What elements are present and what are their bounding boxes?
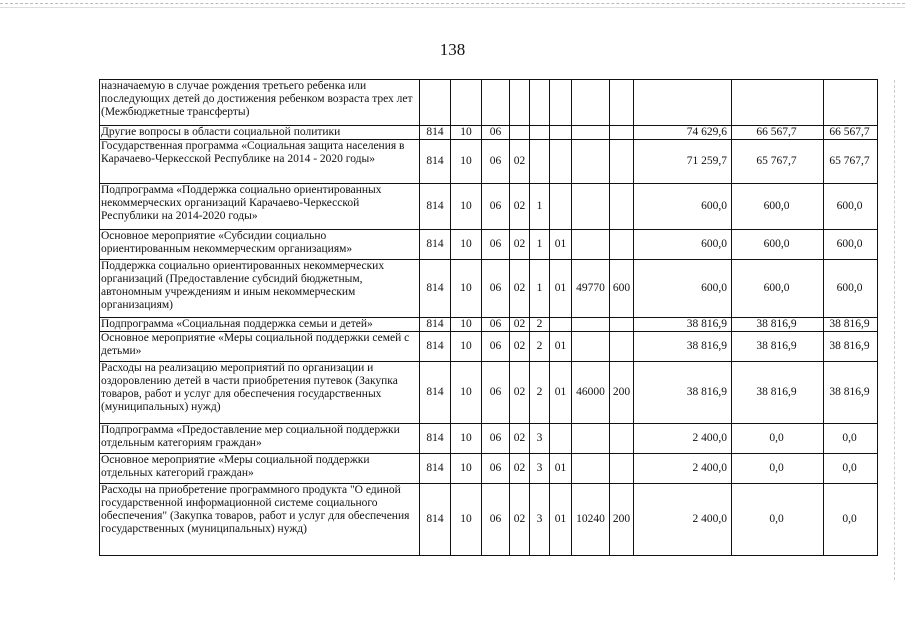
amount-year2-cell (732, 80, 824, 126)
amount-year3-cell: 600,0 (824, 260, 878, 318)
subprogram-code-cell: 3 (530, 484, 550, 556)
table-row (100, 80, 878, 126)
amount-year1-cell: 2 400,0 (634, 424, 732, 454)
subsection-code-cell: 06 (482, 230, 510, 260)
amount-year2-cell: 65 767,7 (732, 140, 824, 184)
amount-year1-cell: 38 816,9 (634, 362, 732, 424)
section-code-cell: 10 (451, 362, 482, 424)
section-code-cell: 10 (451, 140, 482, 184)
direction-code-cell: 10240 (572, 484, 610, 556)
amount-year3-cell: 0,0 (824, 484, 878, 556)
amount-year3-cell: 0,0 (824, 424, 878, 454)
section-code-cell: 10 (451, 260, 482, 318)
row-name-cell: Основное мероприятие «Меры социальной поддержки семей с детьми» (100, 332, 420, 362)
amount-year1-cell: 71 259,7 (634, 140, 732, 184)
table-row (100, 318, 878, 332)
section-code-cell: 10 (451, 424, 482, 454)
expense-type-cell (610, 454, 634, 484)
amount-year1-cell (634, 80, 732, 126)
subsection-code-cell: 06 (482, 318, 510, 332)
budget-table (99, 79, 878, 556)
expense-type-cell (610, 80, 634, 126)
section-code-cell: 10 (451, 318, 482, 332)
program-code-cell (510, 80, 530, 126)
subsection-code-cell: 06 (482, 454, 510, 484)
amount-year1-cell: 2 400,0 (634, 454, 732, 484)
subsection-code-cell: 06 (482, 184, 510, 230)
table-row (100, 484, 878, 556)
table-row (100, 424, 878, 454)
subsection-code-cell: 06 (482, 140, 510, 184)
activity-code-cell (550, 140, 572, 184)
direction-code-cell (572, 454, 610, 484)
expense-type-cell (610, 332, 634, 362)
table-row (100, 454, 878, 484)
activity-code-cell (550, 126, 572, 140)
subsection-code-cell: 06 (482, 424, 510, 454)
subsection-code-cell: 06 (482, 126, 510, 140)
subprogram-code-cell (530, 80, 550, 126)
row-name-cell: Основное мероприятие «Субсидии социально ориентированным некоммерческим организациям» (100, 230, 420, 260)
amount-year2-cell: 0,0 (732, 454, 824, 484)
amount-year1-cell: 600,0 (634, 230, 732, 260)
subsection-code-cell: 06 (482, 332, 510, 362)
amount-year1-cell: 74 629,6 (634, 126, 732, 140)
row-name-cell: Другие вопросы в области социальной политики (100, 126, 420, 140)
amount-year2-cell: 38 816,9 (732, 318, 824, 332)
subprogram-code-cell: 1 (530, 184, 550, 230)
table-row (100, 126, 878, 140)
activity-code-cell (550, 318, 572, 332)
grbs-code-cell: 814 (420, 140, 451, 184)
row-name-cell: Подпрограмма «Поддержка социально ориентированных некоммерческих организаций Карачаево-Черкесской Республики на 2014-2020 годы» (100, 184, 420, 230)
table-row (100, 184, 878, 230)
direction-code-cell (572, 140, 610, 184)
subprogram-code-cell: 2 (530, 318, 550, 332)
direction-code-cell (572, 332, 610, 362)
grbs-code-cell: 814 (420, 424, 451, 454)
amount-year3-cell: 0,0 (824, 454, 878, 484)
program-code-cell: 02 (510, 260, 530, 318)
amount-year1-cell: 600,0 (634, 184, 732, 230)
program-code-cell: 02 (510, 332, 530, 362)
row-name-cell: Расходы на реализацию мероприятий по организации и оздоровлению детей в части приобретения путевок (Закупка товаров, работ и услуг для обеспечения государственных (муниципальных) нужд) (100, 362, 420, 424)
subprogram-code-cell: 3 (530, 424, 550, 454)
subsection-code-cell: 06 (482, 484, 510, 556)
amount-year1-cell: 38 816,9 (634, 332, 732, 362)
row-name-cell: Подпрограмма «Социальная поддержка семьи и детей» (100, 318, 420, 332)
amount-year2-cell: 0,0 (732, 424, 824, 454)
grbs-code-cell: 814 (420, 318, 451, 332)
amount-year2-cell: 0,0 (732, 484, 824, 556)
table-row (100, 230, 878, 260)
activity-code-cell (550, 184, 572, 230)
expense-type-cell (610, 424, 634, 454)
amount-year3-cell: 66 567,7 (824, 126, 878, 140)
amount-year2-cell: 38 816,9 (732, 332, 824, 362)
grbs-code-cell: 814 (420, 484, 451, 556)
section-code-cell: 10 (451, 332, 482, 362)
budget-table-body (100, 80, 878, 556)
program-code-cell: 02 (510, 484, 530, 556)
direction-code-cell: 49770 (572, 260, 610, 318)
direction-code-cell (572, 424, 610, 454)
direction-code-cell (572, 80, 610, 126)
section-code-cell: 10 (451, 126, 482, 140)
section-code-cell: 10 (451, 230, 482, 260)
section-code-cell: 10 (451, 484, 482, 556)
expense-type-cell (610, 318, 634, 332)
expense-type-cell (610, 126, 634, 140)
amount-year1-cell: 38 816,9 (634, 318, 732, 332)
amount-year2-cell: 38 816,9 (732, 362, 824, 424)
activity-code-cell (550, 424, 572, 454)
amount-year3-cell: 38 816,9 (824, 362, 878, 424)
page-number: 138 (439, 40, 466, 59)
expense-type-cell: 200 (610, 484, 634, 556)
grbs-code-cell: 814 (420, 454, 451, 484)
amount-year2-cell: 66 567,7 (732, 126, 824, 140)
top-border-rule-secondary (0, 7, 905, 8)
program-code-cell: 02 (510, 454, 530, 484)
row-name-cell: Подпрограмма «Предоставление мер социальной поддержки отдельным категориям граждан» (100, 424, 420, 454)
program-code-cell: 02 (510, 140, 530, 184)
subsection-code-cell: 06 (482, 260, 510, 318)
activity-code-cell: 01 (550, 230, 572, 260)
amount-year3-cell: 65 767,7 (824, 140, 878, 184)
row-name-cell: Поддержка социально ориентированных некоммерческих организаций (Предоставление субсидий бюджетным, автономным учреждениям и иным некоммерческим организациям) (100, 260, 420, 318)
row-name-cell: Расходы на приобретение программного продукта "О единой государственной информационной системе социального обеспечения" (Закупка товаров, работ и услуг для обеспечения государственных (муниципальных) нужд) (100, 484, 420, 556)
activity-code-cell: 01 (550, 484, 572, 556)
expense-type-cell (610, 230, 634, 260)
section-code-cell (451, 80, 482, 126)
amount-year3-cell (824, 80, 878, 126)
amount-year2-cell: 600,0 (732, 184, 824, 230)
grbs-code-cell: 814 (420, 184, 451, 230)
subprogram-code-cell: 1 (530, 260, 550, 318)
subsection-code-cell (482, 80, 510, 126)
direction-code-cell: 46000 (572, 362, 610, 424)
program-code-cell (510, 126, 530, 140)
program-code-cell: 02 (510, 362, 530, 424)
activity-code-cell: 01 (550, 362, 572, 424)
activity-code-cell: 01 (550, 454, 572, 484)
subprogram-code-cell: 1 (530, 230, 550, 260)
table-row (100, 362, 878, 424)
row-name-cell: Государственная программа «Социальная защита населения в Карачаево-Черкесской Республике на 2014 - 2020 годы» (100, 140, 420, 184)
direction-code-cell (572, 126, 610, 140)
direction-code-cell (572, 318, 610, 332)
table-row (100, 332, 878, 362)
program-code-cell: 02 (510, 424, 530, 454)
grbs-code-cell: 814 (420, 126, 451, 140)
amount-year1-cell: 600,0 (634, 260, 732, 318)
direction-code-cell (572, 184, 610, 230)
direction-code-cell (572, 230, 610, 260)
grbs-code-cell: 814 (420, 362, 451, 424)
program-code-cell: 02 (510, 318, 530, 332)
row-name-cell: Основное мероприятие «Меры социальной поддержки отдельных категорий граждан» (100, 454, 420, 484)
subprogram-code-cell: 2 (530, 362, 550, 424)
section-code-cell: 10 (451, 184, 482, 230)
activity-code-cell: 01 (550, 260, 572, 318)
expense-type-cell (610, 140, 634, 184)
top-border-rule (0, 3, 905, 4)
subprogram-code-cell (530, 126, 550, 140)
grbs-code-cell: 814 (420, 260, 451, 318)
amount-year1-cell: 2 400,0 (634, 484, 732, 556)
activity-code-cell: 01 (550, 332, 572, 362)
row-name-cell: назначаемую в случае рождения третьего ребенка или последующих детей до достижения ребенком возраста трех лет (Межбюджетные трансферты) (100, 80, 420, 126)
subprogram-code-cell: 2 (530, 332, 550, 362)
expense-type-cell: 600 (610, 260, 634, 318)
section-code-cell: 10 (451, 454, 482, 484)
subprogram-code-cell: 3 (530, 454, 550, 484)
amount-year2-cell: 600,0 (732, 260, 824, 318)
program-code-cell: 02 (510, 230, 530, 260)
program-code-cell: 02 (510, 184, 530, 230)
scan-edge-marks (894, 80, 901, 580)
grbs-code-cell (420, 80, 451, 126)
table-row (100, 140, 878, 184)
amount-year2-cell: 600,0 (732, 230, 824, 260)
amount-year3-cell: 38 816,9 (824, 332, 878, 362)
activity-code-cell (550, 80, 572, 126)
amount-year3-cell: 600,0 (824, 230, 878, 260)
subprogram-code-cell (530, 140, 550, 184)
expense-type-cell: 200 (610, 362, 634, 424)
subsection-code-cell: 06 (482, 362, 510, 424)
table-row (100, 260, 878, 318)
amount-year3-cell: 38 816,9 (824, 318, 878, 332)
expense-type-cell (610, 184, 634, 230)
amount-year3-cell: 600,0 (824, 184, 878, 230)
grbs-code-cell: 814 (420, 230, 451, 260)
grbs-code-cell: 814 (420, 332, 451, 362)
